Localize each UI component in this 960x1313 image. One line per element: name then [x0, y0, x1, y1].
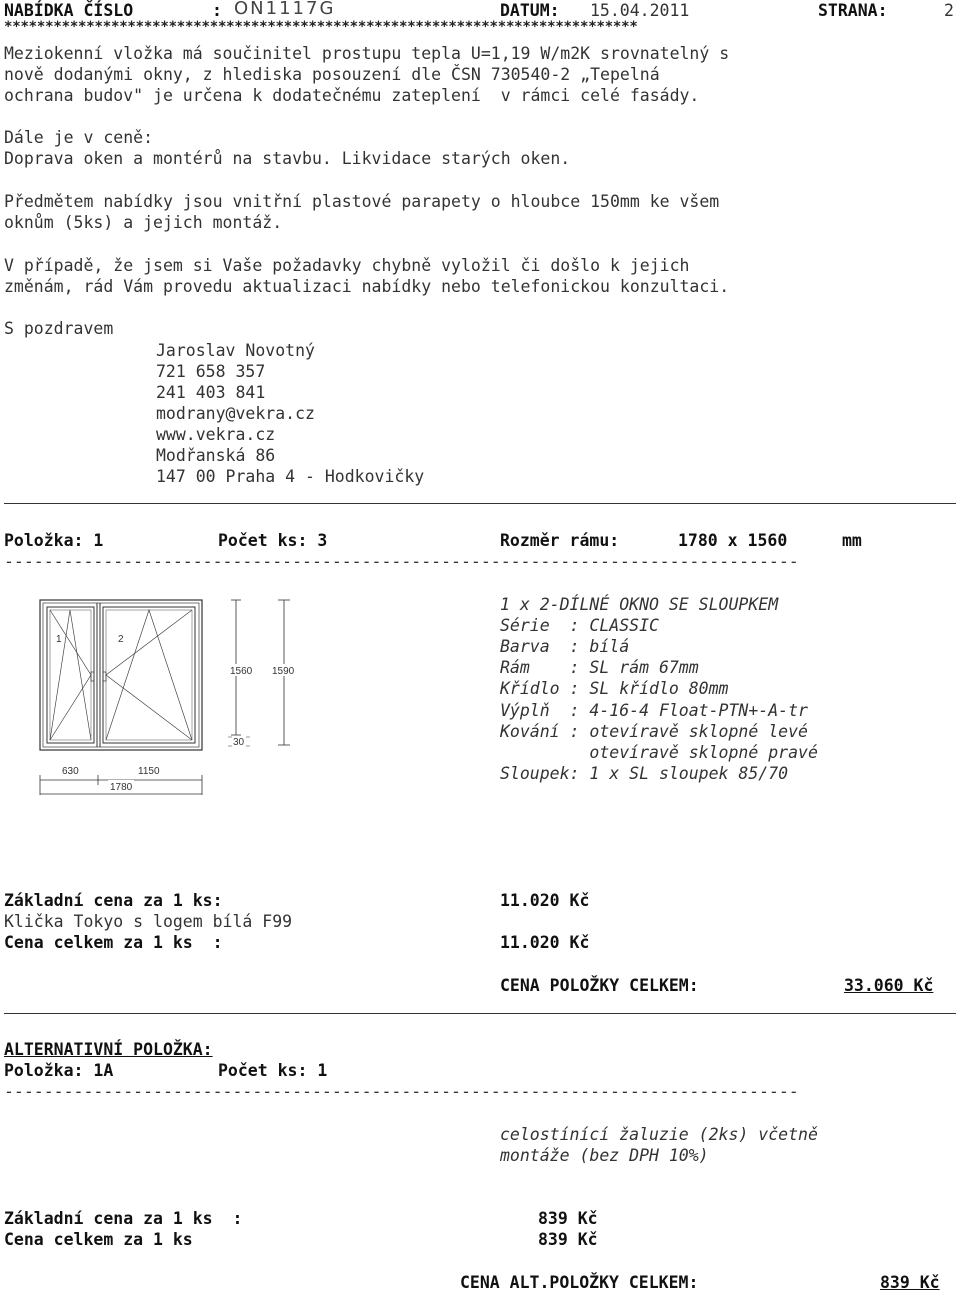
window-drawing: [28, 590, 308, 805]
dimension-width-left: 630: [62, 766, 79, 777]
parapets-line: oknům (5ks) a jejich montáž.: [4, 213, 283, 232]
alternative-heading: ALTERNATIVNÍ POLOŽKA:: [4, 1040, 213, 1059]
page-label: STRANA:: [818, 1, 888, 20]
date-label: DATUM:: [500, 1, 560, 20]
section-divider: [4, 1013, 956, 1014]
alt-dash-line: --------------------------------------------------------------------------------: [4, 1082, 799, 1101]
item-dash-line: --------------------------------------------------------------------------------: [4, 552, 799, 571]
greeting: S pozdravem: [4, 319, 114, 338]
alt-item-count: Počet ks: 1: [218, 1061, 328, 1080]
email: modrany@vekra.cz: [156, 404, 315, 423]
offer-number: ON1117G: [234, 0, 336, 19]
base-price-value: 11.020 Kč: [500, 891, 590, 910]
item-label: Položka: 1: [4, 531, 104, 550]
alt-description-line: celostínící žaluzie (2ks) včetně: [500, 1125, 818, 1144]
item-total-value: 33.060 Kč: [844, 976, 934, 995]
intro-line: ochrana budov" je určena k dodatečnému zateplení v rámci celé fasády.: [4, 86, 700, 105]
page-number: 2: [944, 1, 954, 20]
frame-size-label: Rozměr rámu:: [500, 531, 620, 550]
closing-line: změnám, rád Vám provedu aktualizaci nabídky nebo telefonickou konzultaci.: [4, 277, 730, 296]
section-divider: [4, 503, 956, 504]
spec-mullion: Sloupek: 1 x SL sloupek 85/70: [500, 764, 789, 783]
offer-sep: :: [212, 1, 222, 20]
dimension-width-total: 1780: [110, 782, 133, 793]
dimension-height-outer: 1590: [272, 666, 295, 677]
address-street: Modřanská 86: [156, 446, 276, 465]
phone-office: 241 403 841: [156, 383, 266, 402]
item-total-label: CENA POLOŽKY CELKEM:: [500, 976, 699, 995]
alt-description-line: montáže (bez DPH 10%): [500, 1146, 709, 1165]
alt-base-price-label: Základní cena za 1 ks :: [4, 1209, 243, 1228]
alt-item-label: Položka: 1A: [4, 1061, 114, 1080]
date-value: 15.04.2011: [590, 1, 690, 20]
unit-total-label: Cena celkem za 1 ks :: [4, 933, 223, 952]
intro-line: Meziokenní vložka má součinitel prostupu tepla U=1,19 W/m2K srovnatelný s: [4, 44, 730, 63]
alt-unit-total-value: 839 Kč: [538, 1230, 598, 1249]
price-includes-heading: Dále je v ceně:: [4, 128, 154, 147]
item-count: Počet ks: 3: [218, 531, 328, 550]
unit-total-value: 11.020 Kč: [500, 933, 590, 952]
intro-line: nově dodanými okny, z hlediska posouzení dle ČSN 730540-2 „Tepelná: [4, 65, 660, 84]
dimension-width-right: 1150: [138, 766, 160, 777]
website: www.vekra.cz: [156, 425, 276, 444]
spec-glazing: Výplň : 4-16-4 Float-PTN+-A-tr: [500, 701, 808, 720]
address-city: 147 00 Praha 4 - Hodkovičky: [156, 467, 425, 486]
spec-title: 1 x 2-DÍLNÉ OKNO SE SLOUPKEM: [500, 595, 779, 614]
header-stars: *****************************************************************************: [4, 19, 638, 35]
sash-number-left: 1: [56, 634, 62, 645]
accessory-label: Klička Tokyo s logem bílá F99: [4, 912, 293, 931]
phone-mobile: 721 658 357: [156, 362, 266, 381]
base-price-label: Základní cena za 1 ks:: [4, 891, 223, 910]
frame-size-unit: mm: [842, 531, 862, 550]
spec-hardware-2: otevíravě sklopné pravé: [500, 743, 818, 762]
dimension-profile: 30: [233, 737, 245, 748]
parapets-line: Předmětem nabídky jsou vnitřní plastové parapety o hloubce 150mm ke všem: [4, 192, 720, 211]
sash-number-right: 2: [118, 634, 124, 645]
closing-line: V případě, že jsem si Vaše požadavky chybně vyložil či došlo k jejich: [4, 256, 690, 275]
price-includes-text: Doprava oken a montérů na stavbu. Likvidace starých oken.: [4, 149, 571, 168]
offer-label: NABÍDKA ČÍSLO: [4, 1, 134, 20]
alt-unit-total-label: Cena celkem za 1 ks: [4, 1230, 193, 1249]
alt-total-value: 839 Kč: [880, 1273, 940, 1292]
spec-hardware: Kování : otevíravě sklopné levé: [500, 722, 808, 741]
frame-size-value: 1780 x 1560: [678, 531, 788, 550]
spec-frame: Rám : SL rám 67mm: [500, 658, 699, 677]
spec-color: Barva : bílá: [500, 637, 630, 656]
alt-total-label: CENA ALT.POLOŽKY CELKEM:: [460, 1273, 699, 1292]
alt-base-price-value: 839 Kč: [538, 1209, 598, 1228]
signer-name: Jaroslav Novotný: [156, 341, 315, 360]
spec-series: Série : CLASSIC: [500, 616, 659, 635]
spec-sash: Křídlo : SL křídlo 80mm: [500, 679, 729, 698]
dimension-height-inner: 1560: [230, 666, 253, 677]
